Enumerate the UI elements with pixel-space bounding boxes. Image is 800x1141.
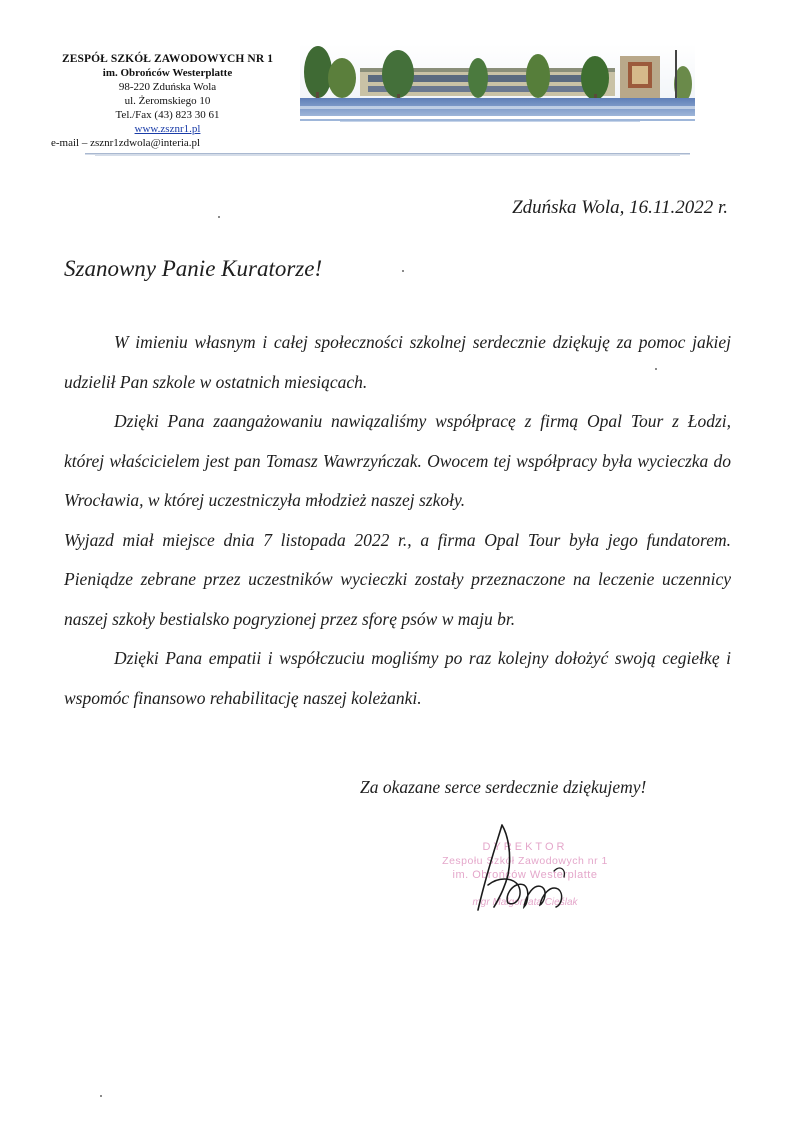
photo-decorative-rule <box>300 118 695 124</box>
handwritten-signature <box>468 815 578 920</box>
school-patron: im. Obrońców Westerplatte <box>102 67 233 79</box>
paragraph-cooperation: Dzięki Pana zaangażowaniu nawiązaliśmy współpracę z firmą Opal Tour z Łodzi, której właścicielem jest pan Tomasz Wawrzyńczak. Owocem tej współpracy była wycieczka do Wrocławia, w której uczestniczyła młodzież naszej szkoły. <box>64 411 731 510</box>
scan-speck <box>402 270 404 272</box>
school-name: ZESPÓŁ SZKÓŁ ZAWODOWYCH NR 1 <box>61 53 274 65</box>
stamp-school: Zespołu Szkół Zawodowych nr 1 <box>442 855 608 867</box>
stamp-title: DYREKTOR <box>482 841 568 853</box>
email-address: e-mail – zsznr1zdwola@interia.pl <box>51 137 201 149</box>
scan-speck <box>100 1095 102 1097</box>
closing-line: Za okazane serce serdecznie dziękujemy! <box>360 777 647 797</box>
street-address: ul. Żeromskiego 10 <box>124 95 211 107</box>
stamp-patron: im. Obrońców Westerplatte <box>452 869 598 881</box>
paragraph-trip: Wyjazd miał miejsce dnia 7 listopada 2022 r., a firma Opal Tour była jego fundatorem. Pieniądze zebrane przez uczestników wycieczki zostały przeznaczone na leczenie uczennicy naszej szkoły bestialsko pogryzionej przez sforę psów w maju br. <box>64 529 731 629</box>
phone-fax: Tel./Fax (43) 823 30 61 <box>115 109 220 121</box>
letter-body <box>64 323 731 718</box>
school-building-photo <box>300 44 695 116</box>
paragraph-thanks: W imieniu własnym i całej społeczności szkolnej serdecznie dziękuję za pomoc jakiej udzielił Pan szkole w ostatnich miesiącach. <box>64 332 731 392</box>
scan-speck <box>655 368 657 370</box>
paragraph-empathy: Dzięki Pana empatii i współczuciu mogliśmy po raz kolejny dołożyć swoją cegiełkę i wspomóc finansowo rehabilitację naszej koleżanki. <box>64 648 731 708</box>
postal-address: 98-220 Zduńska Wola <box>118 81 217 93</box>
letterhead <box>51 52 280 150</box>
letter-date: Zduńska Wola, 16.11.2022 r. <box>512 197 728 218</box>
stamp-name: mgr Małgorzata Cieślak <box>472 897 578 908</box>
salutation: Szanowny Panie Kuratorze! <box>64 256 323 281</box>
scan-speck <box>218 216 220 218</box>
header-divider <box>85 150 690 158</box>
website-link[interactable]: www.zsznr1.pl <box>134 123 201 135</box>
